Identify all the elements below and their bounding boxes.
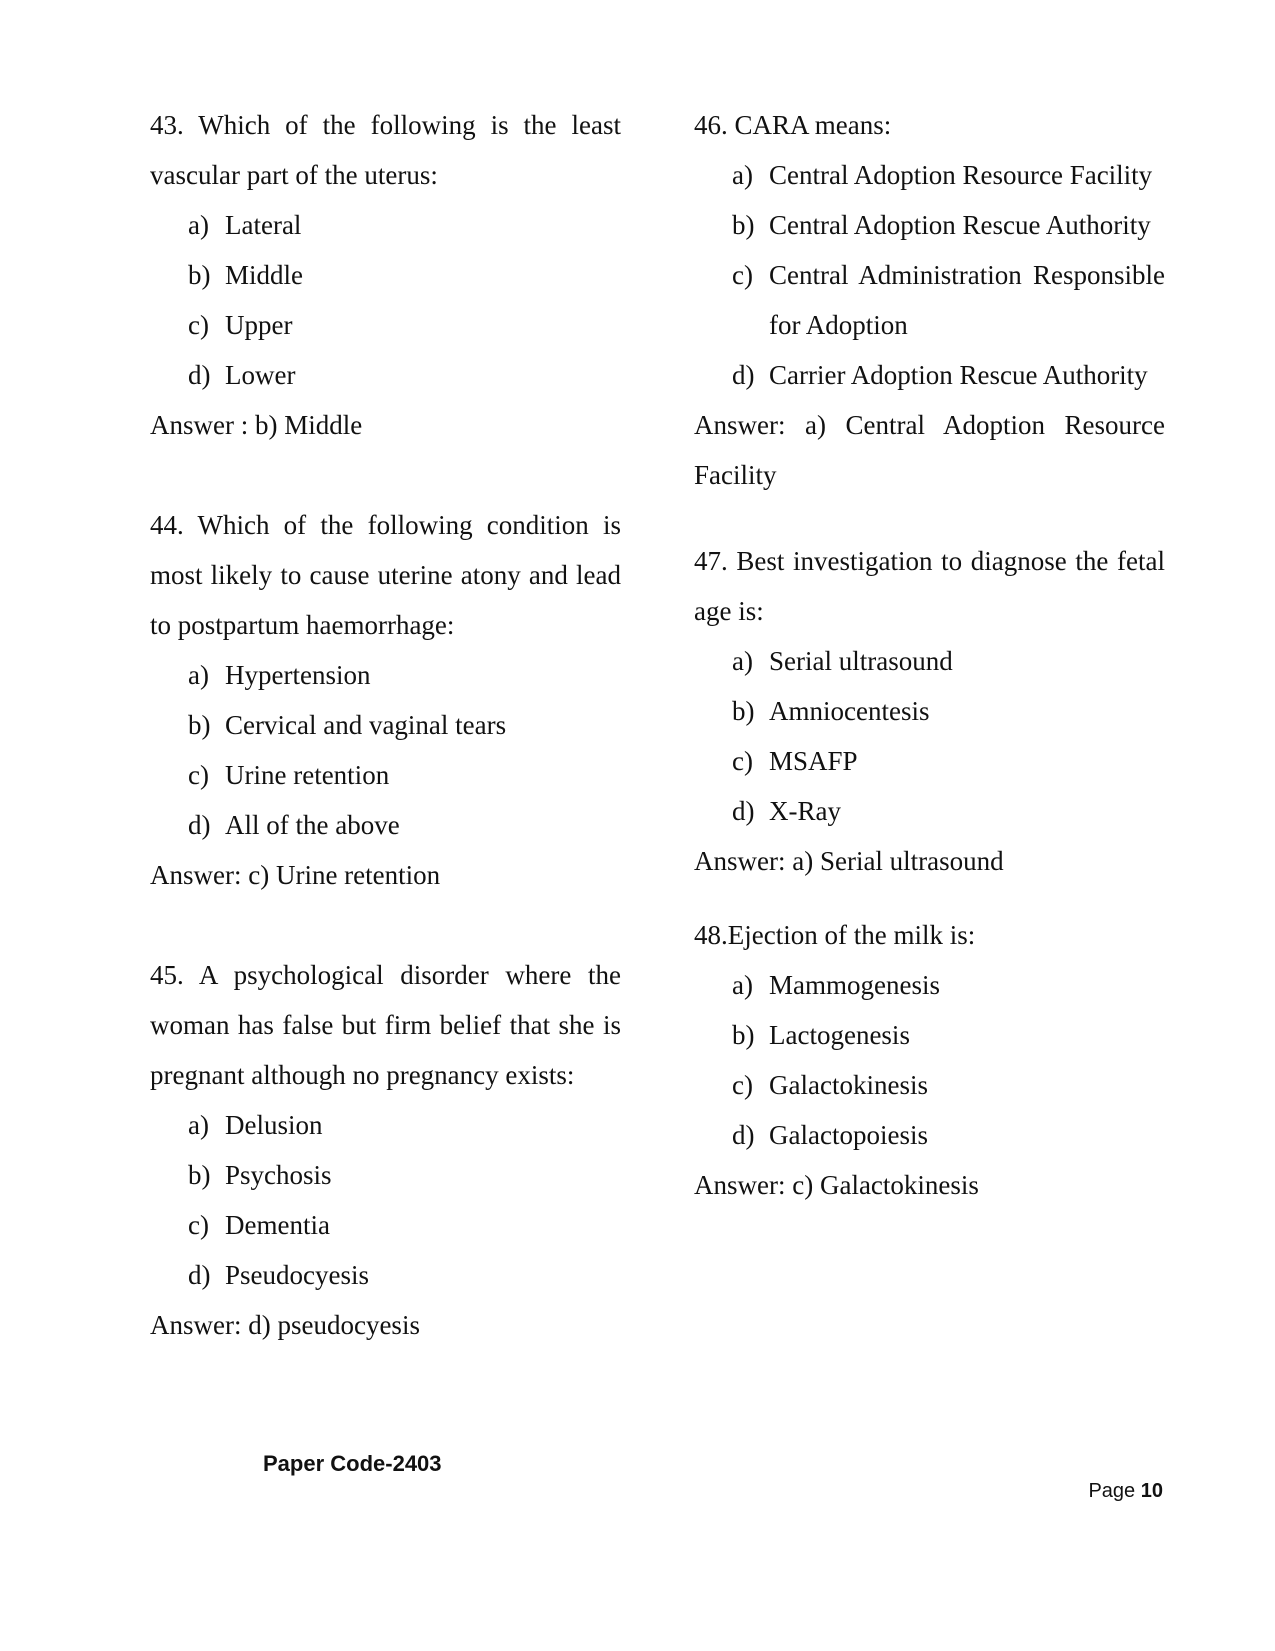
option-letter: a) bbox=[732, 160, 753, 190]
option-a bbox=[732, 960, 1165, 1010]
option-b bbox=[188, 700, 621, 750]
option-text: Central Administration Responsible for Adoption bbox=[769, 260, 1165, 340]
answer-text: Answer: a) Serial ultrasound bbox=[694, 846, 1004, 876]
option-a bbox=[188, 200, 621, 250]
option-a bbox=[732, 636, 1165, 686]
option-text: X-Ray bbox=[769, 796, 841, 826]
option-letter: c) bbox=[732, 260, 753, 290]
option-letter: a) bbox=[188, 660, 209, 690]
options-list bbox=[150, 1100, 621, 1300]
option-text: Cervical and vaginal tears bbox=[225, 710, 507, 740]
option-a bbox=[188, 1100, 621, 1150]
option-d bbox=[188, 350, 621, 400]
option-d bbox=[188, 1250, 621, 1300]
question-48 bbox=[694, 910, 1165, 1210]
option-letter: c) bbox=[188, 310, 209, 340]
option-letter: d) bbox=[732, 360, 755, 390]
options-list bbox=[694, 150, 1165, 400]
option-letter: a) bbox=[732, 646, 753, 676]
option-c bbox=[732, 1060, 1165, 1110]
option-text: Upper bbox=[225, 310, 293, 340]
option-letter: a) bbox=[188, 210, 209, 240]
question-text: 44. Which of the following condition is most likely to cause uterine atony and lead to postpartum haemorrhage: bbox=[150, 510, 621, 640]
option-text: Central Adoption Rescue Authority bbox=[769, 210, 1151, 240]
option-text: Mammogenesis bbox=[769, 970, 940, 1000]
answer-text: Answer: c) Galactokinesis bbox=[694, 1170, 979, 1200]
option-text: Serial ultrasound bbox=[769, 646, 953, 676]
option-b bbox=[732, 200, 1165, 250]
right-column bbox=[694, 100, 1165, 1210]
option-letter: c) bbox=[732, 746, 753, 776]
answer-text: Answer: d) pseudocyesis bbox=[150, 1310, 420, 1340]
option-b bbox=[188, 1150, 621, 1200]
option-a bbox=[188, 650, 621, 700]
page-number bbox=[1088, 1480, 1163, 1503]
option-letter: c) bbox=[732, 1070, 753, 1100]
option-text: Hypertension bbox=[225, 660, 371, 690]
option-b bbox=[732, 686, 1165, 736]
option-b bbox=[188, 250, 621, 300]
option-text: Galactopoiesis bbox=[769, 1120, 928, 1150]
option-letter: d) bbox=[188, 360, 211, 390]
option-d bbox=[732, 786, 1165, 836]
question-44 bbox=[150, 500, 621, 900]
paper-code: Paper Code-2403 bbox=[263, 1451, 442, 1476]
option-d bbox=[732, 350, 1165, 400]
option-letter: c) bbox=[188, 760, 209, 790]
option-text: Middle bbox=[225, 260, 303, 290]
question-text: 43. Which of the following is the least vascular part of the uterus: bbox=[150, 110, 621, 190]
option-letter: a) bbox=[188, 1110, 209, 1140]
option-c bbox=[732, 250, 1165, 350]
option-text: Carrier Adoption Rescue Authority bbox=[769, 360, 1148, 390]
option-text: MSAFP bbox=[769, 746, 858, 776]
option-c bbox=[732, 736, 1165, 786]
option-letter: b) bbox=[732, 1020, 755, 1050]
question-text: 45. A psychological disorder where the woman has false but firm belief that she is pregnant although no pregnancy exists: bbox=[150, 960, 621, 1090]
option-c bbox=[188, 300, 621, 350]
question-text: 48.Ejection of the milk is: bbox=[694, 920, 976, 950]
option-text: Amniocentesis bbox=[769, 696, 930, 726]
option-text: Lower bbox=[225, 360, 296, 390]
option-a bbox=[732, 150, 1165, 200]
question-45 bbox=[150, 950, 621, 1350]
answer-text: Answer: a) Central Adoption Resource Facility bbox=[694, 410, 1165, 490]
question-47 bbox=[694, 536, 1165, 886]
options-list bbox=[150, 650, 621, 850]
option-c bbox=[188, 750, 621, 800]
option-text: Urine retention bbox=[225, 760, 390, 790]
option-text: Central Adoption Resource Facility bbox=[769, 160, 1153, 190]
page-label: Page bbox=[1088, 1480, 1136, 1502]
option-letter: b) bbox=[188, 710, 211, 740]
option-text: Lateral bbox=[225, 210, 302, 240]
question-text: 47. Best investigation to diagnose the fetal age is: bbox=[694, 546, 1165, 626]
option-letter: b) bbox=[732, 696, 755, 726]
page-number-value: 10 bbox=[1140, 1480, 1163, 1502]
option-letter: d) bbox=[732, 796, 755, 826]
option-d bbox=[732, 1110, 1165, 1160]
options-list bbox=[694, 960, 1165, 1160]
option-text: Galactokinesis bbox=[769, 1070, 928, 1100]
option-letter: b) bbox=[732, 210, 755, 240]
options-list bbox=[694, 636, 1165, 836]
option-letter: b) bbox=[188, 260, 211, 290]
option-letter: a) bbox=[732, 970, 753, 1000]
option-letter: d) bbox=[188, 810, 211, 840]
question-46 bbox=[694, 100, 1165, 500]
option-c bbox=[188, 1200, 621, 1250]
option-letter: d) bbox=[732, 1120, 755, 1150]
options-list bbox=[150, 200, 621, 400]
option-text: All of the above bbox=[225, 810, 400, 840]
option-letter: c) bbox=[188, 1210, 209, 1240]
option-letter: d) bbox=[188, 1260, 211, 1290]
option-text: Lactogenesis bbox=[769, 1020, 910, 1050]
question-text: 46. CARA means: bbox=[694, 110, 892, 140]
option-text: Dementia bbox=[225, 1210, 330, 1240]
option-d bbox=[188, 800, 621, 850]
option-text: Pseudocyesis bbox=[225, 1260, 369, 1290]
answer-text: Answer: c) Urine retention bbox=[150, 860, 441, 890]
option-text: Delusion bbox=[225, 1110, 323, 1140]
option-letter: b) bbox=[188, 1160, 211, 1190]
question-43 bbox=[150, 100, 621, 450]
option-text: Psychosis bbox=[225, 1160, 332, 1190]
option-b bbox=[732, 1010, 1165, 1060]
left-column bbox=[150, 100, 621, 1350]
answer-text: Answer : b) Middle bbox=[150, 410, 363, 440]
